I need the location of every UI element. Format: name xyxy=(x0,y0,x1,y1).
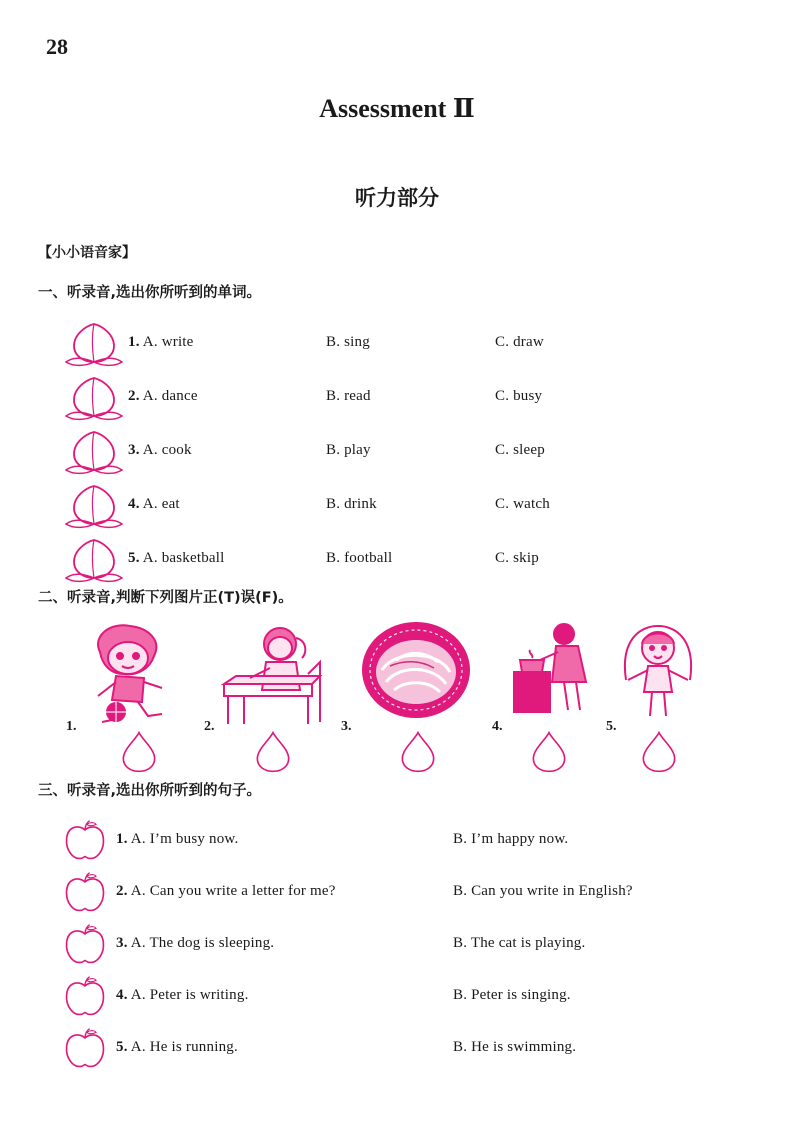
option-b: B. Can you write in English? xyxy=(453,883,633,899)
option-a: A. eat xyxy=(142,496,180,512)
part3-question-4 xyxy=(0,974,794,1020)
option-c: C. skip xyxy=(495,550,539,566)
part3-question-3 xyxy=(0,922,794,968)
option-b: B. He is swimming. xyxy=(453,1039,577,1055)
option-a: A. write xyxy=(142,334,194,350)
page-number: 28 xyxy=(46,34,68,59)
part3-heading: 三、听录音,选出你所听到的句子。 xyxy=(38,783,262,799)
page-title: Assessment Ⅱ xyxy=(319,94,475,123)
section-subtitle: 听力部分 xyxy=(355,186,439,210)
part2-heading: 二、听录音,判断下列图片正(T)误(F)。 xyxy=(38,590,293,606)
option-c: C. draw xyxy=(495,334,544,350)
option-b: B. Peter is singing. xyxy=(453,987,571,1003)
question-number: 3. xyxy=(116,935,128,951)
question-number: 2. xyxy=(128,388,140,404)
option-a: A. He is running. xyxy=(130,1039,238,1055)
peach-answer-icon[interactable] xyxy=(395,730,441,774)
picture-number: 5. xyxy=(606,719,617,734)
apple-answer-icon[interactable] xyxy=(62,974,108,1018)
option-b: B. drink xyxy=(326,496,377,512)
girl-writing-icon xyxy=(220,622,324,726)
part1-question-1 xyxy=(0,320,794,368)
option-a: A. dance xyxy=(142,388,198,404)
option-c: C. sleep xyxy=(495,442,545,458)
option-a: A. Can you write a letter for me? xyxy=(130,883,336,899)
question-number: 4. xyxy=(128,496,140,512)
question-number: 5. xyxy=(116,1039,128,1055)
part1-question-3 xyxy=(0,428,794,476)
part1-question-4 xyxy=(0,482,794,530)
part1-question-5 xyxy=(0,536,794,584)
picture-number: 3. xyxy=(341,719,352,734)
option-b: B. read xyxy=(326,388,371,404)
option-b: B. sing xyxy=(326,334,370,350)
girl-skipping-rope-icon xyxy=(620,620,696,724)
part3-question-5 xyxy=(0,1026,794,1072)
option-a: A. Peter is writing. xyxy=(130,987,249,1003)
question-number: 1. xyxy=(116,831,128,847)
peach-answer-icon[interactable] xyxy=(526,730,572,774)
option-b: B. play xyxy=(326,442,371,458)
picture-number: 1. xyxy=(66,719,77,734)
peach-answer-icon[interactable] xyxy=(64,320,124,368)
question-number: 1. xyxy=(128,334,140,350)
apple-answer-icon[interactable] xyxy=(62,870,108,914)
question-number: 5. xyxy=(128,550,140,566)
part1-heading: 一、听录音,选出你所听到的单词。 xyxy=(38,285,262,301)
section-label: 【小小语音家】 xyxy=(38,245,136,261)
peach-answer-icon[interactable] xyxy=(64,374,124,422)
question-number: 2. xyxy=(116,883,128,899)
peach-answer-icon[interactable] xyxy=(636,730,682,774)
peach-answer-icon[interactable] xyxy=(250,730,296,774)
option-b: B. The cat is playing. xyxy=(453,935,586,951)
part3-question-2 xyxy=(0,870,794,916)
part3-question-1 xyxy=(0,818,794,864)
question-number: 4. xyxy=(116,987,128,1003)
boy-playing-basketball-icon xyxy=(82,622,174,726)
apple-answer-icon[interactable] xyxy=(62,922,108,966)
peach-answer-icon[interactable] xyxy=(64,482,124,530)
option-a: A. cook xyxy=(142,442,192,458)
option-a: A. I’m busy now. xyxy=(130,831,239,847)
option-b: B. I’m happy now. xyxy=(453,831,569,847)
peach-answer-icon[interactable] xyxy=(64,536,124,584)
picture-number: 4. xyxy=(492,719,503,734)
peach-answer-icon[interactable] xyxy=(116,730,162,774)
option-c: C. busy xyxy=(495,388,543,404)
option-a: A. basketball xyxy=(142,550,225,566)
woman-cooking-icon xyxy=(506,620,596,720)
part1-question-2 xyxy=(0,374,794,422)
question-number: 3. xyxy=(128,442,140,458)
picture-number: 2. xyxy=(204,719,215,734)
peach-answer-icon[interactable] xyxy=(64,428,124,476)
apple-answer-icon[interactable] xyxy=(62,1026,108,1070)
apple-answer-icon[interactable] xyxy=(62,818,108,862)
option-c: C. watch xyxy=(495,496,550,512)
option-b: B. football xyxy=(326,550,393,566)
option-a: A. The dog is sleeping. xyxy=(130,935,275,951)
cat-sleeping-in-basket-icon xyxy=(360,620,472,720)
